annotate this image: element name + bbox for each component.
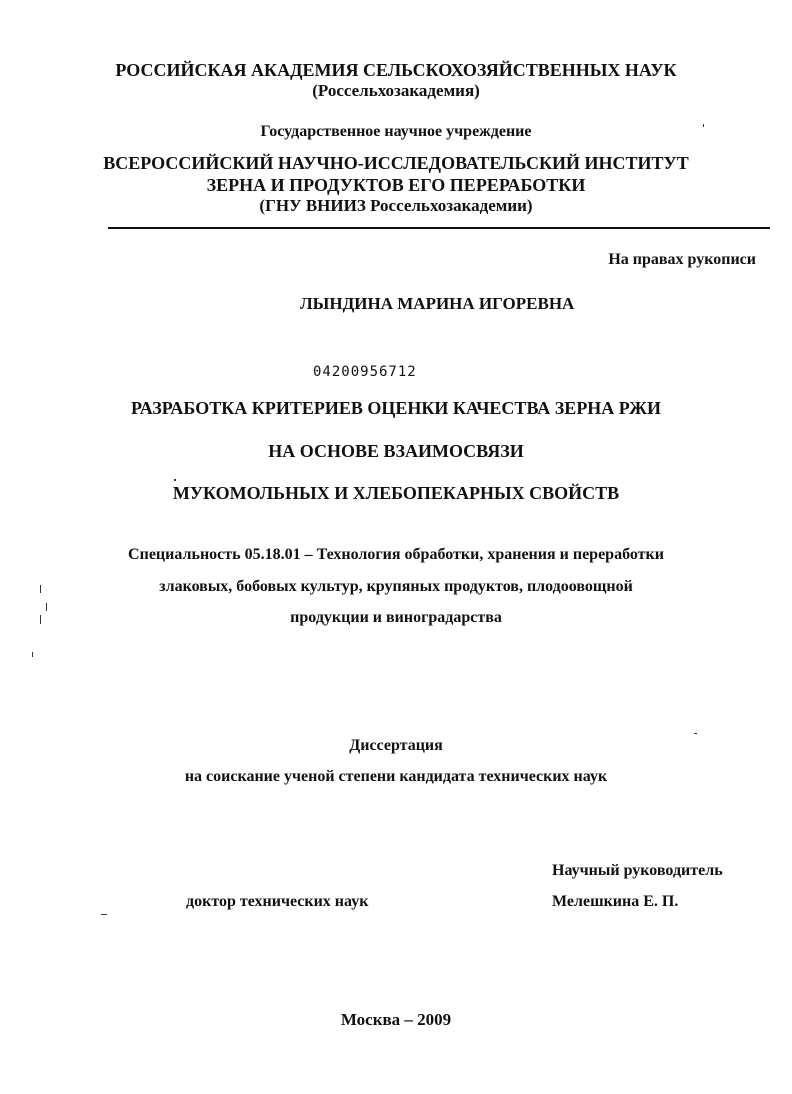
registration-number: 04200956712 bbox=[313, 364, 417, 380]
supervisor-role: Научный руководитель bbox=[552, 862, 723, 879]
manuscript-note: На правах рукописи bbox=[608, 251, 756, 268]
scan-speck bbox=[703, 124, 704, 127]
institute-type: Государственное научное учреждение bbox=[260, 123, 532, 140]
dissertation-label: Диссертация bbox=[349, 737, 443, 754]
place-year: Москва – 2009 bbox=[340, 1010, 452, 1029]
scan-speck bbox=[40, 615, 41, 624]
specialty-line3: продукции и виноградарства bbox=[290, 609, 502, 626]
scan-speck bbox=[101, 914, 107, 915]
scan-speck bbox=[174, 479, 176, 481]
scan-speck bbox=[46, 603, 47, 611]
specialty-line1: Специальность 05.18.01 – Технология обработки, хранения и переработки bbox=[128, 546, 664, 563]
dissertation-purpose: на соискание ученой степени кандидата технических наук bbox=[184, 768, 608, 785]
academy-name: РОССИЙСКАЯ АКАДЕМИЯ СЕЛЬСКОХОЗЯЙСТВЕННЫХ НАУК bbox=[115, 60, 677, 80]
supervisor-name: Мелешкина Е. П. bbox=[552, 893, 679, 910]
title-line3: МУКОМОЛЬНЫХ И ХЛЕБОПЕКАРНЫХ СВОЙСТВ bbox=[172, 483, 620, 503]
scan-speck bbox=[694, 733, 697, 734]
specialty-line2: злаковых, бобовых культур, крупяных продуктов, плодоовощной bbox=[159, 578, 633, 595]
scan-speck bbox=[32, 652, 33, 657]
scan-speck bbox=[40, 585, 41, 593]
institute-name-line2: ЗЕРНА И ПРОДУКТОВ ЕГО ПЕРЕРАБОТКИ bbox=[206, 175, 586, 195]
title-line2: НА ОСНОВЕ ВЗАИМОСВЯЗИ bbox=[268, 441, 524, 461]
title-line1: РАЗРАБОТКА КРИТЕРИЕВ ОЦЕНКИ КАЧЕСТВА ЗЕРНА РЖИ bbox=[131, 398, 661, 418]
institute-abbrev: (ГНУ ВНИИЗ Россельхозакадемии) bbox=[259, 196, 533, 215]
institute-name-line1: ВСЕРОССИЙСКИЙ НАУЧНО-ИССЛЕДОВАТЕЛЬСКИЙ ИНСТИТУТ bbox=[103, 153, 689, 173]
supervisor-degree: доктор технических наук bbox=[186, 893, 369, 910]
author-name: ЛЫНДИНА МАРИНА ИГОРЕВНА bbox=[300, 294, 575, 313]
academy-abbrev: (Россельхозакадемия) bbox=[312, 81, 480, 100]
header-divider bbox=[108, 227, 770, 229]
